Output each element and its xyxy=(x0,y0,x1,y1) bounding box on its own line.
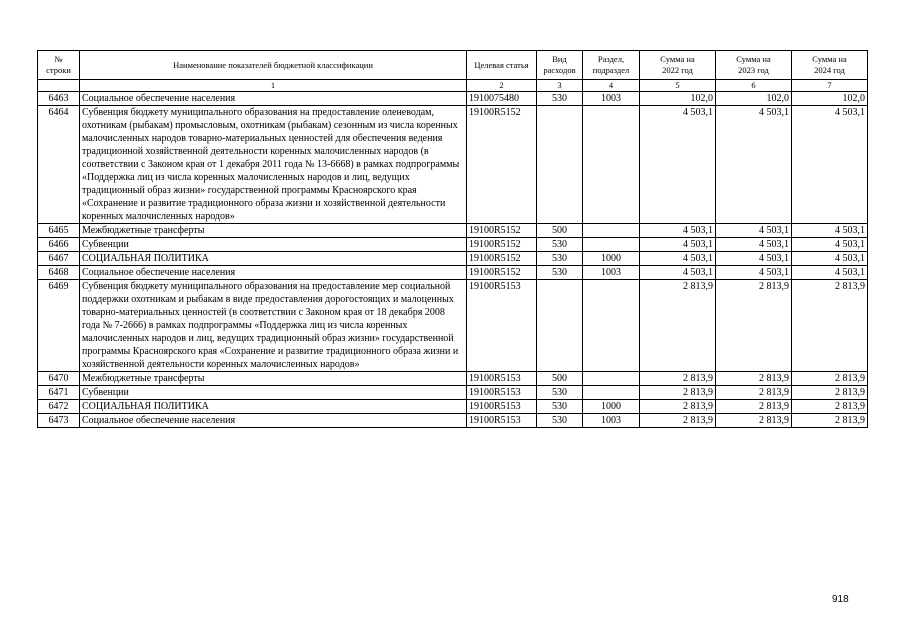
table-row xyxy=(38,372,868,386)
target-article-cell: 19100R5153 xyxy=(467,372,537,386)
indicator-name-cell: Субвенция бюджету муниципального образования на предоставление мер социальной поддержки охотникам и рыбакам в виде предоставления дорогостоящих и малоценных товарно-материальных ценностей (в соответствии с Законом края от 18 декабря 2008 года № 7-2666) в рамках подпрограммы «Поддержка лиц из числа коренных малочисленных народов и лиц, ведущих традиционный образ жизни» государственной программы Красноярского края «Сохранение и развитие традиционного образа жизни и хозяйственной деятельности коренных малочисленных народов» xyxy=(80,280,467,372)
indicator-name-cell: Социальное обеспечение населения xyxy=(80,414,467,428)
indicator-name-cell: Межбюджетные трансферты xyxy=(80,224,467,238)
sum-2024-cell: 2 813,9 xyxy=(792,280,868,372)
row-number-cell: 6464 xyxy=(38,106,80,224)
sum-2022-cell: 4 503,1 xyxy=(640,238,716,252)
sum-2024-cell: 102,0 xyxy=(792,92,868,106)
row-number-cell: 6471 xyxy=(38,386,80,400)
header-sum-2023: Сумма на 2023 год xyxy=(716,51,792,80)
row-number-cell: 6473 xyxy=(38,414,80,428)
expense-type-cell xyxy=(537,280,583,372)
section-cell: 1003 xyxy=(583,266,640,280)
sum-2022-cell: 4 503,1 xyxy=(640,224,716,238)
column-number: 4 xyxy=(583,80,640,92)
sum-2024-cell: 4 503,1 xyxy=(792,266,868,280)
sum-2024-cell: 2 813,9 xyxy=(792,386,868,400)
section-cell: 1000 xyxy=(583,400,640,414)
expense-type-cell: 500 xyxy=(537,372,583,386)
expense-type-cell: 500 xyxy=(537,224,583,238)
sum-2022-cell: 4 503,1 xyxy=(640,106,716,224)
table-row xyxy=(38,386,868,400)
sum-2023-cell: 4 503,1 xyxy=(716,252,792,266)
section-cell: 1003 xyxy=(583,92,640,106)
section-cell xyxy=(583,238,640,252)
expense-type-cell: 530 xyxy=(537,252,583,266)
target-article-cell: 19100R5153 xyxy=(467,280,537,372)
target-article-cell: 19100R5152 xyxy=(467,238,537,252)
sum-2024-cell: 2 813,9 xyxy=(792,372,868,386)
section-cell: 1000 xyxy=(583,252,640,266)
sum-2023-cell: 4 503,1 xyxy=(716,266,792,280)
sum-2024-cell: 4 503,1 xyxy=(792,224,868,238)
section-cell: 1003 xyxy=(583,414,640,428)
target-article-cell: 19100R5153 xyxy=(467,414,537,428)
row-number-cell: 6472 xyxy=(38,400,80,414)
row-number-cell: 6469 xyxy=(38,280,80,372)
target-article-cell: 19100R5152 xyxy=(467,266,537,280)
row-number-cell: 6470 xyxy=(38,372,80,386)
sum-2022-cell: 102,0 xyxy=(640,92,716,106)
expense-type-cell: 530 xyxy=(537,266,583,280)
sum-2023-cell: 2 813,9 xyxy=(716,400,792,414)
target-article-cell: 19100R5153 xyxy=(467,386,537,400)
target-article-cell: 1910075480 xyxy=(467,92,537,106)
column-number xyxy=(38,80,80,92)
sum-2022-cell: 2 813,9 xyxy=(640,400,716,414)
row-number-cell: 6466 xyxy=(38,238,80,252)
indicator-name-cell: Субвенции xyxy=(80,238,467,252)
header-expense-type: Вид расходов xyxy=(537,51,583,80)
column-number: 7 xyxy=(792,80,868,92)
sum-2022-cell: 2 813,9 xyxy=(640,414,716,428)
indicator-name-cell: Социальное обеспечение населения xyxy=(80,92,467,106)
sum-2024-cell: 4 503,1 xyxy=(792,106,868,224)
sum-2023-cell: 4 503,1 xyxy=(716,224,792,238)
table-row xyxy=(38,224,868,238)
row-number-cell: 6465 xyxy=(38,224,80,238)
expense-type-cell: 530 xyxy=(537,386,583,400)
section-cell xyxy=(583,224,640,238)
table-row xyxy=(38,106,868,224)
sum-2023-cell: 2 813,9 xyxy=(716,414,792,428)
table-row xyxy=(38,414,868,428)
budget-table xyxy=(37,50,868,428)
table-row xyxy=(38,400,868,414)
sum-2023-cell: 2 813,9 xyxy=(716,280,792,372)
target-article-cell: 19100R5152 xyxy=(467,106,537,224)
sum-2024-cell: 2 813,9 xyxy=(792,414,868,428)
column-number: 5 xyxy=(640,80,716,92)
row-number-cell: 6467 xyxy=(38,252,80,266)
table-body xyxy=(38,92,868,428)
sum-2022-cell: 2 813,9 xyxy=(640,280,716,372)
table-row xyxy=(38,280,868,372)
sum-2022-cell: 2 813,9 xyxy=(640,386,716,400)
section-cell xyxy=(583,386,640,400)
table-row xyxy=(38,266,868,280)
indicator-name-cell: Субвенции xyxy=(80,386,467,400)
section-cell xyxy=(583,106,640,224)
sum-2024-cell: 4 503,1 xyxy=(792,252,868,266)
column-number: 1 xyxy=(80,80,467,92)
target-article-cell: 19100R5152 xyxy=(467,224,537,238)
target-article-cell: 19100R5153 xyxy=(467,400,537,414)
column-number: 6 xyxy=(716,80,792,92)
indicator-name-cell: СОЦИАЛЬНАЯ ПОЛИТИКА xyxy=(80,400,467,414)
header-target: Целевая статья xyxy=(467,51,537,80)
target-article-cell: 19100R5152 xyxy=(467,252,537,266)
table-row xyxy=(38,92,868,106)
expense-type-cell xyxy=(537,106,583,224)
indicator-name-cell: Субвенция бюджету муниципального образования на предоставление оленеводам, охотникам (рыбакам) промысловым, охотникам (рыбакам) сезонным из числа коренных малочисленных народов товарно-материальных ценностей для обеспечения ведения традиционной хозяйственной деятельности коренных малочисленных народов (в соответствии с Законом края от 1 декабря 2011 года № 13-6668) в рамках подпрограммы «Поддержка лиц из числа коренных малочисленных народов и лиц, ведущих традиционный образ жизни» государственной программы Красноярского края «Сохранение и развитие традиционного образа жизни и хозяйственной деятельности коренных малочисленных народов» xyxy=(80,106,467,224)
indicator-name-cell: СОЦИАЛЬНАЯ ПОЛИТИКА xyxy=(80,252,467,266)
expense-type-cell: 530 xyxy=(537,414,583,428)
table-row xyxy=(38,238,868,252)
expense-type-cell: 530 xyxy=(537,400,583,414)
sum-2022-cell: 4 503,1 xyxy=(640,252,716,266)
row-number-cell: 6468 xyxy=(38,266,80,280)
table-row xyxy=(38,252,868,266)
header-row-no: № строки xyxy=(38,51,80,80)
expense-type-cell: 530 xyxy=(537,92,583,106)
header-name: Наименование показателей бюджетной классификации xyxy=(80,51,467,80)
sum-2023-cell: 4 503,1 xyxy=(716,238,792,252)
column-number: 3 xyxy=(537,80,583,92)
page-number: 918 xyxy=(832,594,849,605)
column-number-row xyxy=(38,80,868,92)
row-number-cell: 6463 xyxy=(38,92,80,106)
section-cell xyxy=(583,280,640,372)
sum-2024-cell: 4 503,1 xyxy=(792,238,868,252)
header-row xyxy=(38,51,868,80)
expense-type-cell: 530 xyxy=(537,238,583,252)
header-sum-2022: Сумма на 2022 год xyxy=(640,51,716,80)
sum-2022-cell: 4 503,1 xyxy=(640,266,716,280)
header-sum-2024: Сумма на 2024 год xyxy=(792,51,868,80)
indicator-name-cell: Межбюджетные трансферты xyxy=(80,372,467,386)
sum-2022-cell: 2 813,9 xyxy=(640,372,716,386)
sum-2024-cell: 2 813,9 xyxy=(792,400,868,414)
column-number: 2 xyxy=(467,80,537,92)
header-section: Раздел, подраздел xyxy=(583,51,640,80)
sum-2023-cell: 2 813,9 xyxy=(716,386,792,400)
sum-2023-cell: 102,0 xyxy=(716,92,792,106)
indicator-name-cell: Социальное обеспечение населения xyxy=(80,266,467,280)
sum-2023-cell: 4 503,1 xyxy=(716,106,792,224)
section-cell xyxy=(583,372,640,386)
sum-2023-cell: 2 813,9 xyxy=(716,372,792,386)
